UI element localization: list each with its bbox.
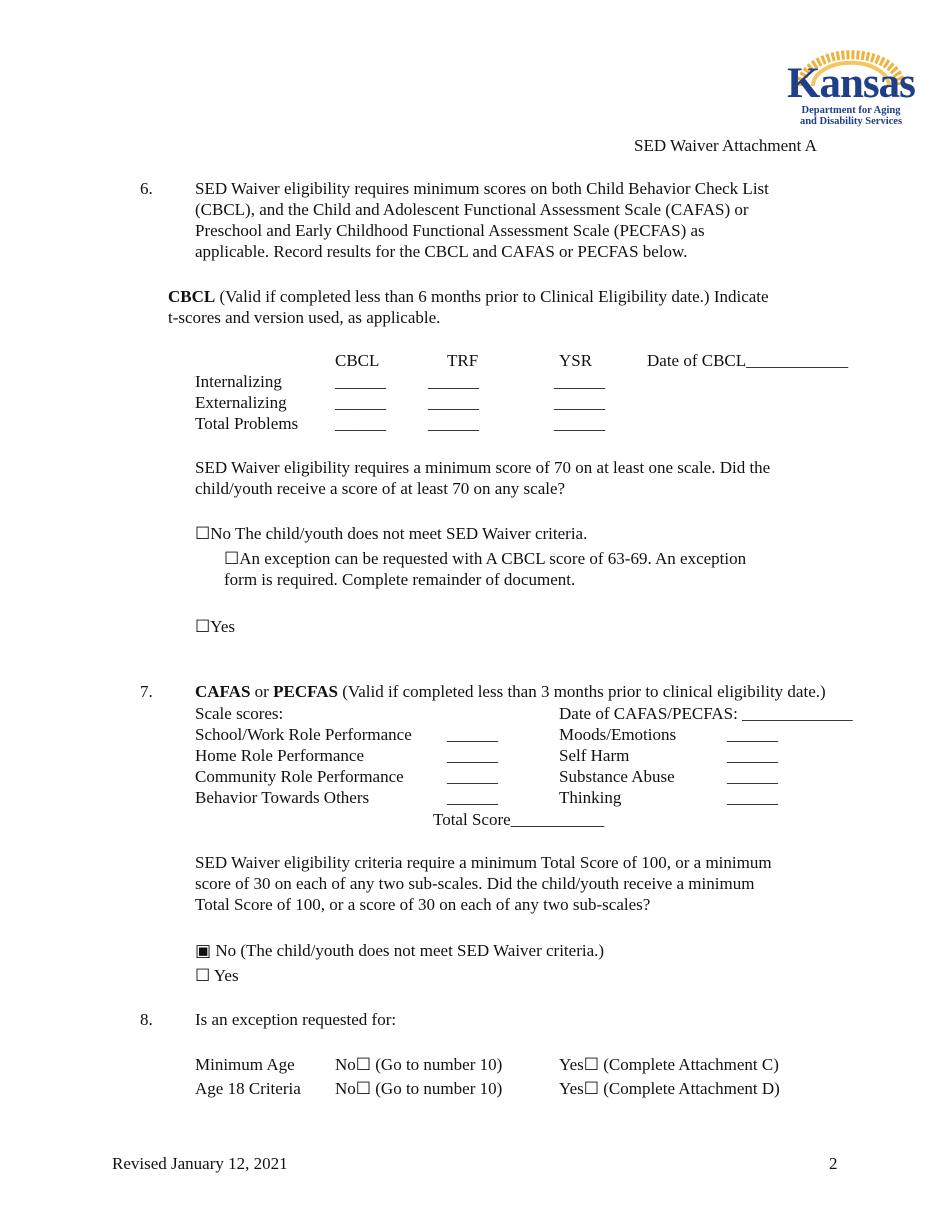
cbcl-yes-checkbox[interactable]: ☐Yes	[195, 617, 235, 636]
cbcl-date-field[interactable]: Date of CBCL____________	[647, 351, 849, 370]
cbcl-heading: CBCL	[168, 287, 216, 306]
cbcl-column-header: CBCL	[335, 351, 380, 370]
score-blank[interactable]: ______	[727, 767, 778, 786]
trf-column-header: TRF	[447, 351, 479, 370]
exception-yes-checkbox[interactable]: Yes☐ (Complete Attachment C)	[559, 1055, 779, 1074]
cafas-scale-label: Moods/Emotions	[559, 725, 677, 744]
cbcl-instructions: CBCL (Valid if completed less than 6 months prior to Clinical Eligibility date.) Indicate t-scores and version used, as applicable.	[168, 287, 769, 327]
score-blank[interactable]: ______	[554, 414, 605, 433]
section-8-number: 8.	[140, 1010, 153, 1029]
cafas-question: SED Waiver eligibility criteria require a minimum Total Score of 100, or a minimum score of 30 on each of any two sub-scales. Did the child/youth receive a minimum Total Score of 100, or a score of 30 on each of any two sub-scales?	[195, 853, 772, 914]
cbcl-row-label: Externalizing	[195, 393, 287, 412]
score-blank[interactable]: ______	[554, 372, 605, 391]
cafas-scale-label: Behavior Towards Others	[195, 788, 370, 807]
cafas-scale-label: Self Harm	[559, 746, 630, 765]
cafas-scale-label: Substance Abuse	[559, 767, 675, 786]
score-blank[interactable]: ______	[727, 788, 778, 807]
score-blank[interactable]: ______	[447, 746, 498, 765]
cbcl-exception-checkbox[interactable]: ☐An exception can be requested with A CBCL score of 63-69. An exception form is required. Complete remainder of document.	[224, 549, 747, 589]
score-blank[interactable]: ______	[335, 414, 386, 433]
page-number: 2	[829, 1154, 838, 1173]
scale-scores-label: Scale scores:	[195, 704, 284, 723]
cbcl-no-checkbox[interactable]: ☐No The child/youth does not meet SED Waiver criteria.	[195, 524, 588, 543]
cbcl-question: SED Waiver eligibility requires a minimum score of 70 on at least one scale. Did the child/youth receive a score of at least 70 on any scale?	[195, 458, 771, 498]
cafas-scale-label: Thinking	[559, 788, 622, 807]
cafas-date-field[interactable]: Date of CAFAS/PECFAS: _____________	[559, 704, 853, 723]
cafas-heading: CAFAS or PECFAS (Valid if completed less than 3 months prior to clinical eligibility date.)	[195, 682, 826, 701]
score-blank[interactable]: ______	[335, 372, 386, 391]
exception-row-label: Minimum Age	[195, 1055, 295, 1074]
page-title: SED Waiver Attachment A	[634, 136, 817, 155]
logo-subtitle: Department for Aging and Disability Services	[799, 105, 903, 127]
cafas-scale-label: Community Role Performance	[195, 767, 404, 786]
kdads-logo	[783, 50, 913, 130]
cafas-no-checkbox[interactable]: ▣ No (The child/youth does not meet SED Waiver criteria.)	[195, 941, 605, 960]
section-6-number: 6.	[140, 179, 153, 198]
ysr-column-header: YSR	[559, 351, 593, 370]
cafas-scale-label: School/Work Role Performance	[195, 725, 412, 744]
score-blank[interactable]: ______	[335, 393, 386, 412]
section-7-number: 7.	[140, 682, 153, 701]
score-blank[interactable]: ______	[447, 767, 498, 786]
revised-date: Revised January 12, 2021	[112, 1154, 288, 1173]
score-blank[interactable]: ______	[447, 725, 498, 744]
score-blank[interactable]: ______	[554, 393, 605, 412]
exception-yes-checkbox[interactable]: Yes☐ (Complete Attachment D)	[559, 1079, 780, 1098]
cbcl-row-label: Total Problems	[195, 414, 299, 433]
exception-question: Is an exception requested for:	[195, 1010, 397, 1029]
score-blank[interactable]: ______	[447, 788, 498, 807]
logo-word: Kansas	[787, 60, 915, 107]
cafas-yes-checkbox[interactable]: ☐ Yes	[195, 966, 239, 985]
score-blank[interactable]: ______	[428, 414, 479, 433]
score-blank[interactable]: ______	[428, 393, 479, 412]
total-score-field[interactable]: Total Score___________	[433, 810, 605, 829]
exception-no-checkbox[interactable]: No☐ (Go to number 10)	[335, 1079, 503, 1098]
score-blank[interactable]: ______	[727, 746, 778, 765]
exception-no-checkbox[interactable]: No☐ (Go to number 10)	[335, 1055, 503, 1074]
cafas-scale-label: Home Role Performance	[195, 746, 364, 765]
exception-row-label: Age 18 Criteria	[195, 1079, 301, 1098]
checked-box-icon: ▣	[195, 941, 212, 960]
cbcl-row-label: Internalizing	[195, 372, 282, 391]
section-6-paragraph: SED Waiver eligibility requires minimum scores on both Child Behavior Check List (CBCL), and the Child and Adolescent Functional Assessment Scale (CAFAS) or Preschool and Early Childhood Functional Assessment Scale (PECFAS) as applicable. Record results for the CBCL and CAFAS or PECFAS below.	[195, 179, 769, 261]
score-blank[interactable]: ______	[428, 372, 479, 391]
score-blank[interactable]: ______	[727, 725, 778, 744]
